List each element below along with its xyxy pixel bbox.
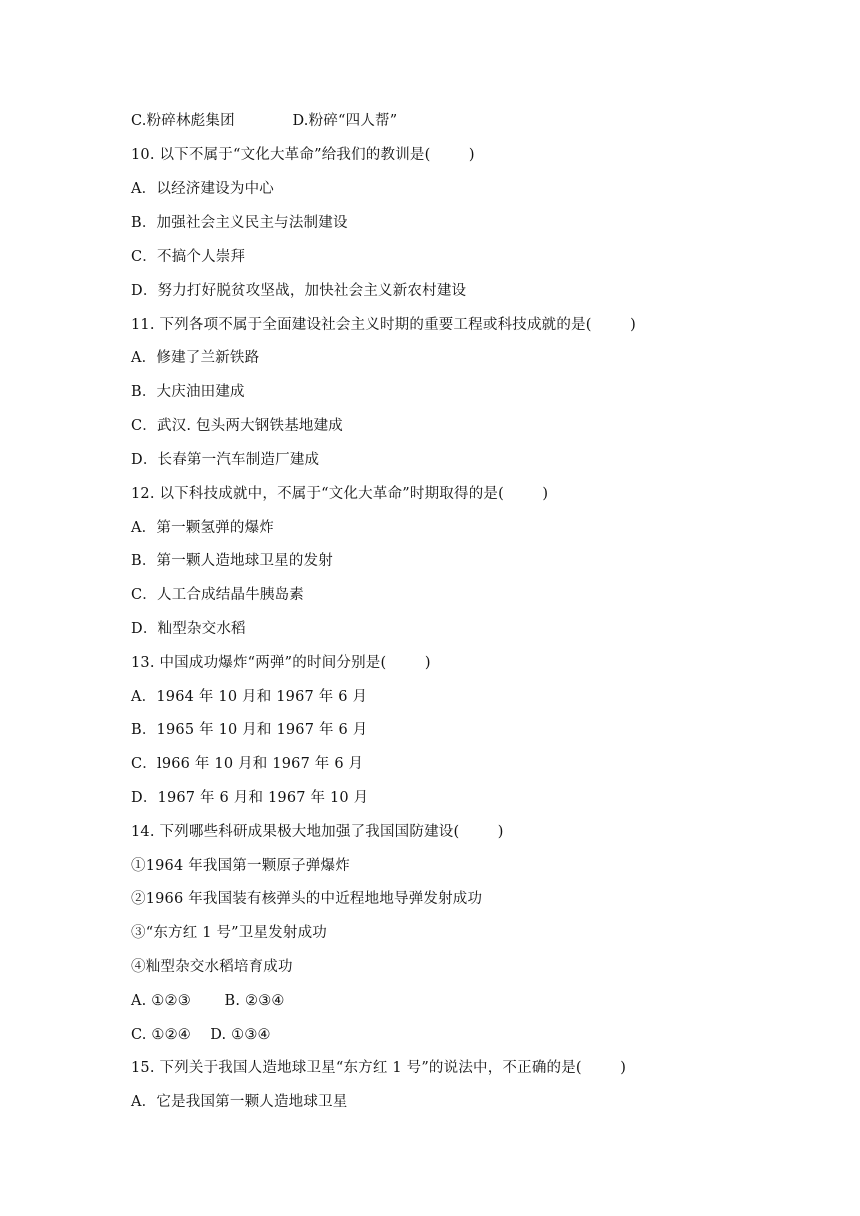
- option-10c: C．不搞个人崇拜: [131, 249, 246, 265]
- option-13c: C．l966 年 10 月和 1967 年 6 月: [131, 756, 364, 772]
- option-12a: A．第一颗氢弹的爆炸: [131, 520, 274, 536]
- option-10b: B．加强社会主义民主与法制建设: [131, 215, 348, 231]
- option-13d: D．1967 年 6 月和 1967 年 10 月: [131, 790, 369, 806]
- option-11b: B．大庆油田建成: [131, 384, 245, 400]
- item-14-1: ①1964 年我国第一颗原子弹爆炸: [131, 858, 350, 874]
- option-12d: D．籼型杂交水稻: [131, 621, 246, 637]
- option-11d: D．长春第一汽车制造厂建成: [131, 452, 320, 468]
- item-14-4: ④籼型杂交水稻培育成功: [131, 959, 293, 975]
- option-11c: C．武汉. 包头两大钢铁基地建成: [131, 418, 344, 434]
- option-15a: A．它是我国第一颗人造地球卫星: [131, 1094, 348, 1110]
- question-11: 11. 下列各项不属于全面建设社会主义时期的重要工程或科技成就的是( ): [131, 317, 636, 333]
- option-line-9cd: C.粉碎林彪集团 D.粉碎“四人帮”: [131, 113, 398, 129]
- option-14cd: C. ①②④ D. ①③④: [131, 1027, 271, 1043]
- question-15: 15. 下列关于我国人造地球卫星“东方红 1 号”的说法中，不正确的是( ): [131, 1060, 627, 1076]
- option-11a: A．修建了兰新铁路: [131, 350, 260, 366]
- item-14-3: ③“东方红 1 号”卫星发射成功: [131, 925, 327, 941]
- question-14: 14. 下列哪些科研成果极大地加强了我国国防建设( ): [131, 824, 504, 840]
- option-14ab: A. ①②③ B. ②③④: [131, 993, 285, 1009]
- question-10: 10. 以下不属于“文化大革命”给我们的教训是( ): [131, 147, 475, 163]
- question-12: 12. 以下科技成就中，不属于“文化大革命”时期取得的是( ): [131, 486, 549, 502]
- option-12b: B．第一颗人造地球卫星的发射: [131, 553, 333, 569]
- option-10d: D．努力打好脱贫攻坚战，加快社会主义新农村建设: [131, 283, 467, 299]
- option-12c: C．人工合成结晶牛胰岛素: [131, 587, 304, 603]
- question-13: 13. 中国成功爆炸“两弹”的时间分别是( ): [131, 655, 431, 671]
- item-14-2: ②1966 年我国装有核弹头的中近程地地导弹发射成功: [131, 891, 483, 907]
- option-13b: B．1965 年 10 月和 1967 年 6 月: [131, 722, 368, 738]
- option-13a: A．1964 年 10 月和 1967 年 6 月: [131, 689, 368, 705]
- option-10a: A．以经济建设为中心: [131, 181, 274, 197]
